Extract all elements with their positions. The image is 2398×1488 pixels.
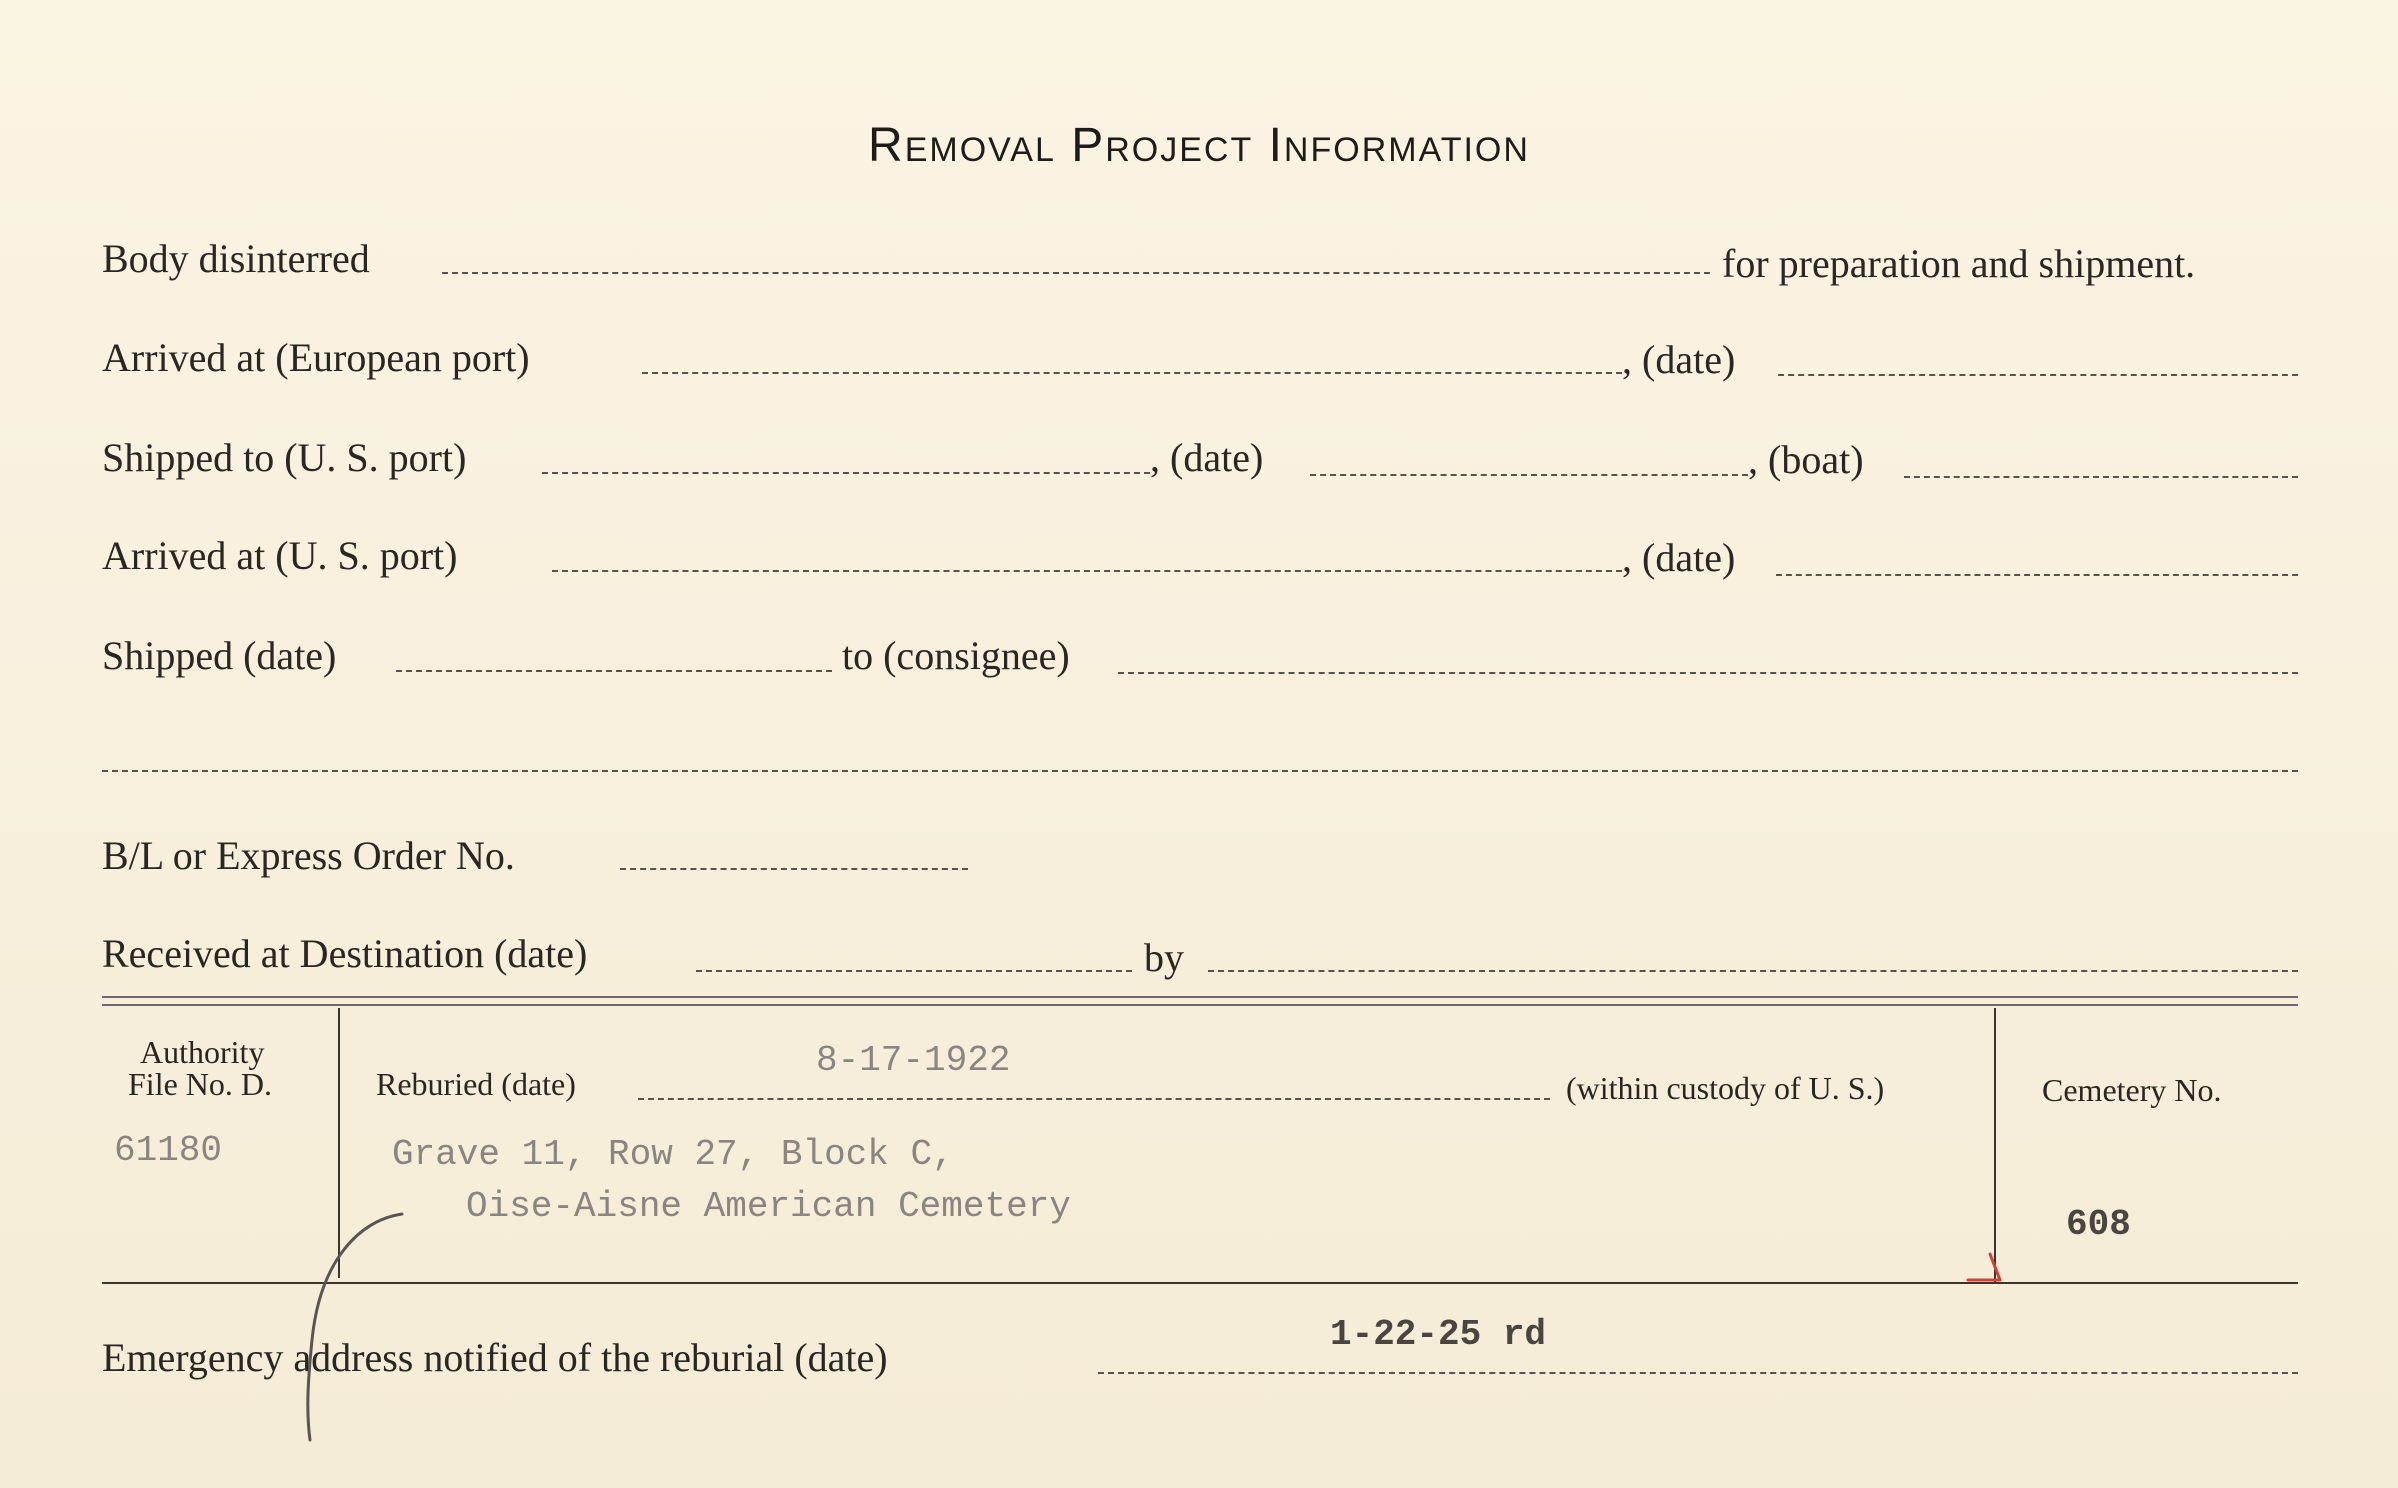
custody-label: (within custody of U. S.) <box>1566 1070 1885 1106</box>
shipped-date-row-line <box>396 670 832 672</box>
by-label: by <box>1144 935 1184 980</box>
arrived-european-date-line <box>1778 374 2298 376</box>
cemetery-no-label: Cemetery No. <box>2042 1072 2222 1108</box>
arrived-european-port-label: Arrived at (European port) <box>102 335 530 380</box>
arrived-european-date-label: , (date) <box>1622 337 1736 382</box>
bl-express-order-line <box>620 868 968 870</box>
bl-express-order-label: B/L or Express Order No. <box>102 833 515 878</box>
by-line <box>1208 970 2298 972</box>
arrived-us-date-line <box>1776 574 2298 576</box>
red-check-mark <box>1960 1248 2010 1288</box>
emergency-date-value: 1-22-25 rd <box>1330 1314 1547 1355</box>
arrived-us-port-label: Arrived at (U. S. port) <box>102 533 458 578</box>
reburied-date-value: 8-17-1922 <box>816 1040 1011 1081</box>
to-consignee-label: to (consignee) <box>842 633 1070 678</box>
file-no-label: File No. D. <box>128 1066 272 1102</box>
divider-right <box>1994 1008 1996 1284</box>
boat-line <box>1904 476 2298 478</box>
arrived-us-date-label: , (date) <box>1622 535 1736 580</box>
for-preparation-label: for preparation and shipment. <box>1722 241 2196 286</box>
received-destination-label: Received at Destination (date) <box>102 931 588 976</box>
body-disinterred-label: Body disinterred <box>102 236 370 281</box>
body-disinterred-line <box>442 272 1710 274</box>
consignee-line <box>1118 672 2298 674</box>
shipped-us-port-line <box>542 472 1150 474</box>
pencil-stroke-mark <box>290 1200 420 1450</box>
authority-file-number: 61180 <box>114 1130 223 1171</box>
received-destination-line <box>696 970 1132 972</box>
grave-location-line2: Oise-Aisne American Cemetery <box>466 1186 1071 1227</box>
blank-line <box>102 770 2298 772</box>
grave-location-line1: Grave 11, Row 27, Block C, <box>392 1134 954 1175</box>
double-rule-top <box>102 996 2298 998</box>
authority-label: Authority <box>140 1034 265 1070</box>
european-port-line <box>642 372 1622 374</box>
reburied-date-line <box>638 1098 1550 1100</box>
double-rule-bottom <box>102 1004 2298 1006</box>
shipped-date-label: , (date) <box>1150 435 1264 480</box>
arrived-us-port-line <box>552 570 1622 572</box>
cemetery-number: 608 <box>2066 1204 2131 1245</box>
shipped-date-row-label: Shipped (date) <box>102 633 337 678</box>
reburied-date-label: Reburied (date) <box>376 1066 576 1102</box>
card-title: Removal Project Information <box>868 119 1530 172</box>
shipped-us-port-label: Shipped to (U. S. port) <box>102 435 467 480</box>
boat-label: , (boat) <box>1748 437 1864 482</box>
emergency-date-line <box>1098 1372 2298 1374</box>
shipped-date-line <box>1310 474 1748 476</box>
emergency-address-label: Emergency address notified of the reburial (date) <box>102 1335 888 1380</box>
